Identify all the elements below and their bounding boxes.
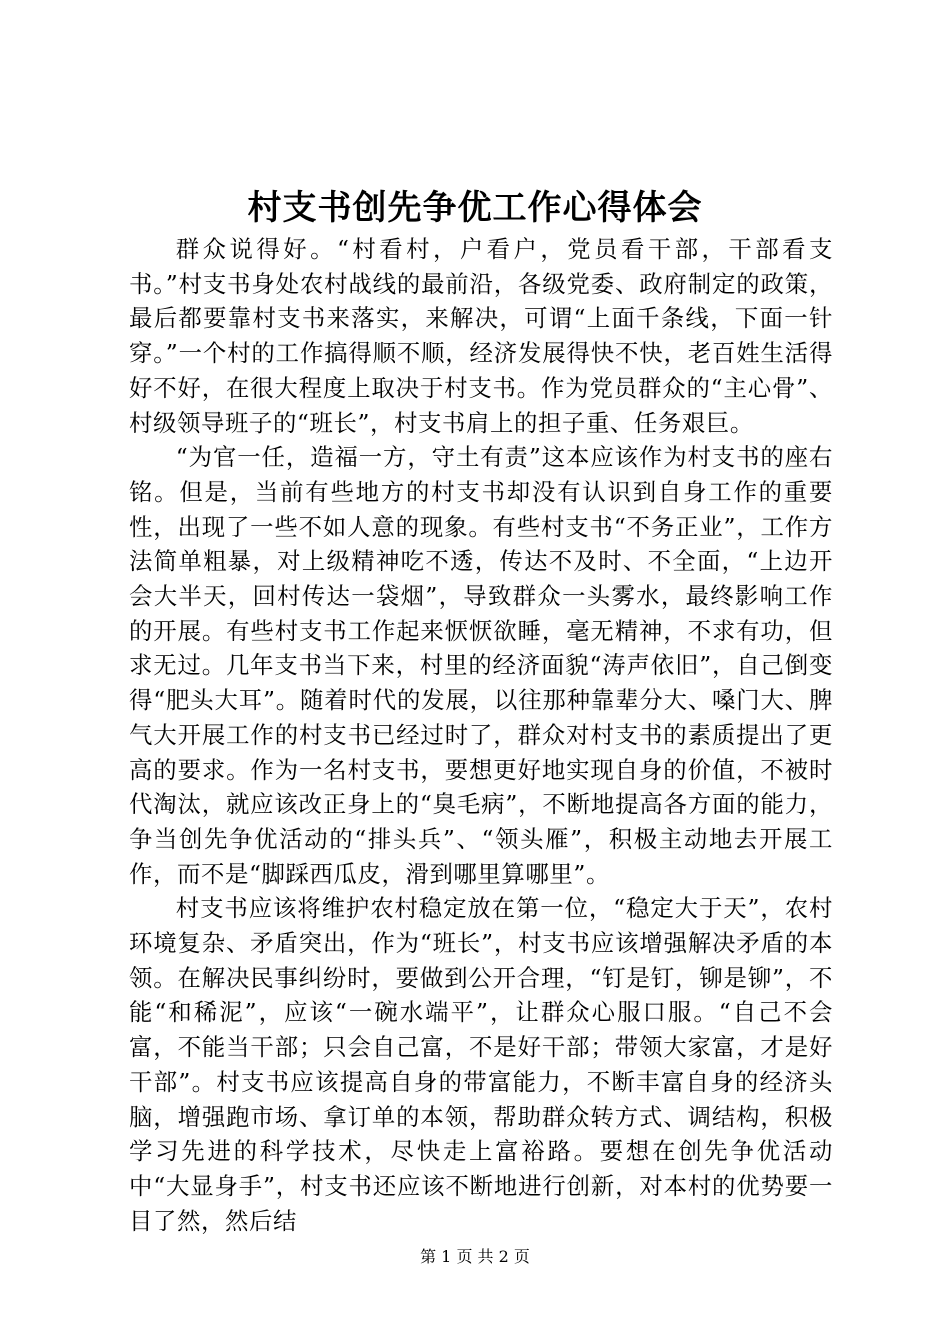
page-number-footer: 第 1 页 共 2 页 [420, 1247, 530, 1266]
document-body [129, 232, 833, 1238]
document-title: 村支书创先争优工作心得体会 [247, 188, 703, 228]
body-paragraph-1: 群众说得好。“村看村，户看户，党员看干部，干部看支书。”村支书身处农村战线的最前沿，各级党委、政府制定的政策，最后都要靠村支书来落实，来解决，可谓“上面千条线，下面一针穿。”一个村的工作搞得顺不顺，经济发展得快不快，老百姓生活得好不好，在很大程度上取决于村支书。作为党员群众的“主心骨”、村级领导班子的“班长”，村支书肩上的担子重、任务艰巨。 [129, 235, 833, 437]
body-paragraph-2: “为官一任，造福一方，守土有责”这本应该作为村支书的座右铭。但是，当前有些地方的村支书却没有认识到自身工作的重要性，出现了一些不如人意的现象。有些村支书“不务正业”，工作方法简单粗暴，对上级精神吃不透，传达不及时、不全面，“上边开会大半天，回村传达一袋烟”，导致群众一头雾水，最终影响工作的开展。有些村支书工作起来恹恹欲睡，毫无精神，不求有功，但求无过。几年支书当下来，村里的经济面貌“涛声依旧”，自己倒变得“肥头大耳”。随着时代的发展，以往那种靠辈分大、嗓门大、脾气大开展工作的村支书已经过时了，群众对村支书的素质提出了更高的要求。作为一名村支书，要想更好地实现自身的价值，不被时代淘汰，就应该改正身上的“臭毛病”，不断地提高各方面的能力，争当创先争优活动的“排头兵”、“领头雁”，积极主动地去开展工作，而不是“脚踩西瓜皮，滑到哪里算哪里”。 [129, 443, 833, 888]
body-paragraph-3: 村支书应该将维护农村稳定放在第一位，“稳定大于天”，农村环境复杂、矛盾突出，作为“班长”，村支书应该增强解决矛盾的本领。在解决民事纠纷时，要做到公开合理，“钉是钉，铆是铆”，不能“和稀泥”，应该“一碗水端平”，让群众心服口服。“自己不会富，不能当干部；只会自己富，不是好干部；带领大家富，才是好干部”。村支书应该提高自身的带富能力，不断丰富自身的经济头脑，增强跑市场、拿订单的本领，帮助群众转方式、调结构，积极学习先进的科学技术，尽快走上富裕路。要想在创先争优活动中“大显身手”，村支书还应该不断地进行创新，对本村的优势要一目了然，然后结 [129, 894, 833, 1235]
